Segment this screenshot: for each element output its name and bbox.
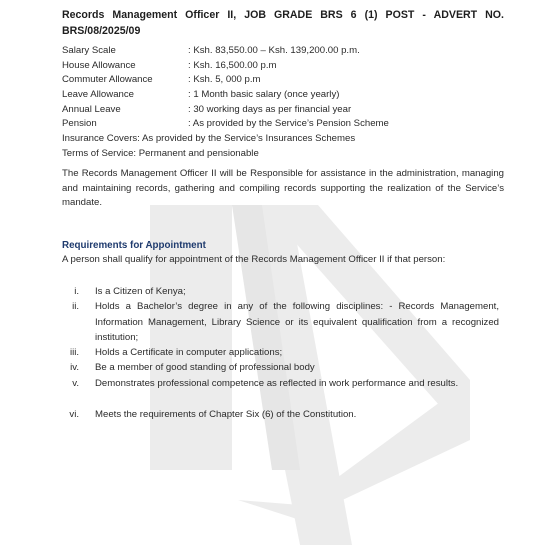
requirement-item: [62, 376, 499, 392]
detail-label: Commuter Allowance: [62, 74, 153, 85]
requirement-text: Meets the requirements of Chapter Six (6) of the Constitution.: [95, 409, 357, 420]
leave-allowance-row: [62, 88, 339, 102]
requirement-text: Holds a Certificate in computer applications;: [95, 347, 283, 358]
requirements-heading: Requirements for Appointment: [62, 240, 206, 251]
detail-value: : Ksh. 5, 000 p.m: [188, 74, 261, 85]
requirement-text: Demonstrates professional competence as reflected in work performance and results.: [95, 378, 459, 389]
requirement-text: Be a member of good standing of professional body: [95, 362, 315, 373]
detail-value: : As provided by the Service’s Pension Scheme: [188, 118, 389, 129]
job-title: Records Management Officer II, JOB GRADE BRS 6 (1) POST - ADVERT NO.: [62, 9, 504, 21]
pension-row: [62, 117, 389, 131]
requirement-number: vi.: [69, 409, 79, 420]
requirement-item: [62, 360, 499, 376]
detail-label: Leave Allowance: [62, 89, 135, 100]
requirement-number: iii.: [69, 347, 79, 358]
detail-label: House Allowance: [62, 60, 136, 71]
requirement-item: [62, 407, 499, 423]
detail-label: Annual Leave: [62, 104, 121, 115]
detail-label: Salary Scale: [62, 45, 116, 56]
detail-value: : 1 Month basic salary (once yearly): [188, 89, 340, 100]
requirement-item: [62, 299, 499, 346]
terms-line: Terms of Service: Permanent and pensionable: [62, 148, 259, 159]
annual-leave-row: [62, 103, 351, 117]
detail-value: : Ksh. 83,550.00 – Ksh. 139,200.00 p.m.: [188, 45, 360, 56]
detail-label: Pension: [62, 118, 97, 129]
requirement-number: i.: [74, 286, 79, 297]
house-allowance-row: [62, 59, 277, 73]
requirement-item: [62, 284, 499, 300]
salary-scale-row: [62, 44, 360, 58]
role-description: The Records Management Officer II will be Responsible for assistance in the administration, managing and maintaining records, gathering and compiling records supporting the realization of the Service’s mandate.: [62, 168, 504, 208]
detail-value: : 30 working days as per financial year: [188, 104, 352, 115]
commuter-allowance-row: [62, 73, 261, 87]
detail-value: : Ksh. 16,500.00 p.m: [188, 60, 277, 71]
requirement-number: iv.: [70, 362, 79, 373]
requirement-text: Is a Citizen of Kenya;: [95, 286, 186, 297]
requirement-number: ii.: [72, 301, 79, 312]
advert-number: BRS/08/2025/09: [62, 25, 141, 37]
requirement-number: v.: [72, 378, 79, 389]
insurance-line: Insurance Covers: As provided by the Service’s Insurances Schemes: [62, 133, 356, 144]
requirement-item: [62, 345, 499, 361]
requirement-text: Holds a Bachelor’s degree in any of the following disciplines: - Records Management, Information Management, Library Science or its equivalent qualification from a recognized institution;: [95, 301, 499, 343]
requirements-intro: A person shall qualify for appointment of the Records Management Officer II if that person:: [62, 254, 446, 265]
